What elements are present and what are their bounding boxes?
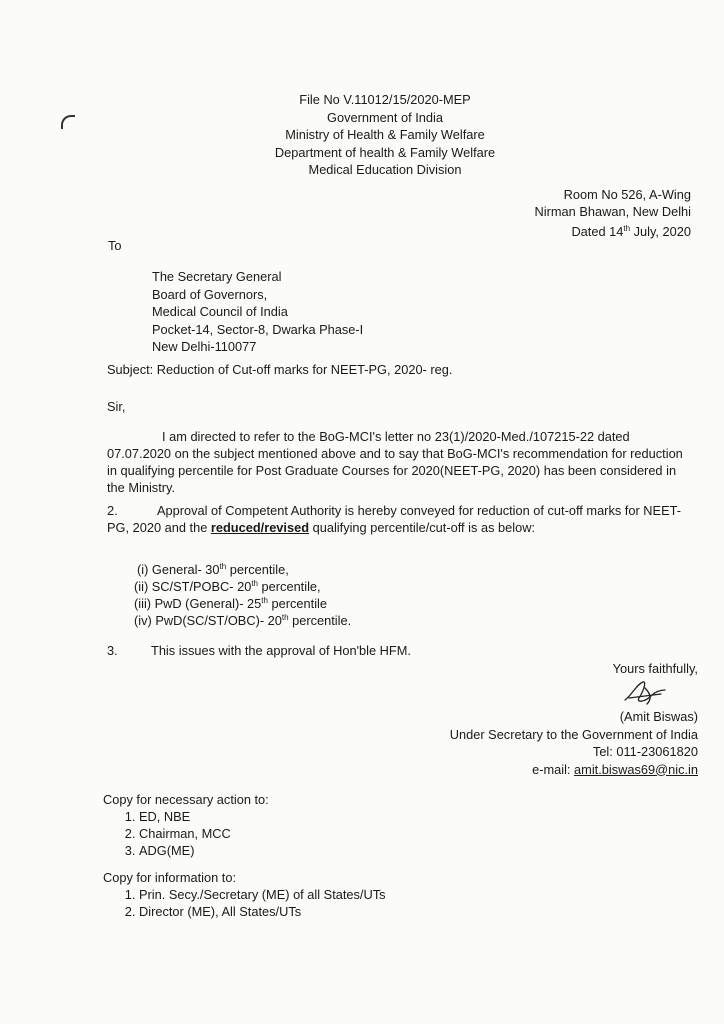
list-item: 1. ED, NBE: [139, 808, 269, 825]
date-line: Dated 14th July, 2020: [571, 224, 691, 239]
percentile-item: (i) General- 30th percentile,: [137, 562, 289, 577]
division-line: Medical Education Division: [308, 162, 462, 177]
paragraph-3: 3. This issues with the approval of Hon'ble HFM.: [107, 643, 411, 658]
letterhead: [250, 91, 520, 179]
addressee-line: Board of Governors,: [152, 286, 268, 302]
list-item: 3. ADG(ME): [139, 842, 269, 859]
paragraph-2: 2. Approval of Competent Authority is hereby conveyed for reduction of cut-off marks for NEET-PG, 2020 and the reduced/revised qualifying percentile/cut-off is as below:: [107, 503, 681, 535]
percentile-item: (iv) PwD(SC/ST/OBC)- 20th percentile.: [134, 613, 352, 628]
subject-line: Subject: Reduction of Cut-off marks for NEET-PG, 2020- reg.: [107, 362, 453, 377]
department-line: Department of health & Family Welfare: [274, 144, 496, 160]
percentile-item: (iii) PwD (General)- 25th percentile: [134, 596, 328, 611]
signatory-email: e-mail: amit.biswas69@nic.in: [532, 761, 698, 777]
building-line: Nirman Bhawan, New Delhi: [534, 204, 691, 219]
copy-info-heading: Copy for information to:: [103, 870, 237, 885]
signatory-name: (Amit Biswas): [619, 709, 698, 724]
paragraph-3-number: 3.: [107, 643, 118, 658]
signatory: [450, 708, 698, 778]
addressee-line: Pocket-14, Sector-8, Dwarka Phase-I: [152, 321, 364, 337]
signature-icon: [621, 678, 669, 708]
list-item: 1. Prin. Secy./Secretary (ME) of all States/UTs: [139, 886, 386, 903]
copy-action-heading: Copy for necessary action to:: [103, 792, 269, 807]
room-line: Room No 526, A-Wing: [563, 187, 691, 202]
ministry-line: Ministry of Health & Family Welfare: [285, 127, 485, 142]
percentile-item: (ii) SC/ST/POBC- 20th percentile,: [134, 579, 321, 594]
salutation: Sir,: [107, 399, 126, 414]
list-item: 2. Chairman, MCC: [139, 825, 269, 842]
paragraph-2-number: 2.: [107, 503, 118, 518]
govt-line: Government of India: [327, 109, 443, 125]
addressee-line: The Secretary General: [152, 269, 282, 284]
closing-yours: Yours faithfully,: [612, 661, 698, 676]
signatory-designation: Under Secretary to the Government of India: [449, 726, 698, 742]
emphasis-text: reduced/revised: [210, 520, 310, 535]
sender-address: [535, 186, 691, 240]
file-number: File No V.11012/15/2020-MEP: [299, 92, 471, 107]
copy-info: [103, 869, 386, 920]
to-label: To: [108, 238, 122, 253]
addressee-line: New Delhi-110077: [152, 339, 257, 354]
signatory-tel: Tel: 011-23061820: [592, 744, 698, 759]
paragraph-1: I am directed to refer to the BoG-MCI's letter no 23(1)/2020-Med./107215-22 dated 07.07.2020 on the subject mentioned above and to say that BoG-MCI's recommendation for reduction in qualifying percentile for Post Graduate Courses for 2020(NEET-PG, 2020) has been considered in the Ministry.: [107, 429, 683, 495]
addressee-line: Medical Council of India: [152, 304, 288, 319]
list-item: 2. Director (ME), All States/UTs: [139, 903, 386, 920]
email-link[interactable]: amit.biswas69@nic.in: [574, 761, 698, 777]
addressee: [152, 268, 363, 356]
copy-action: [103, 791, 269, 859]
punch-mark: [61, 115, 75, 129]
